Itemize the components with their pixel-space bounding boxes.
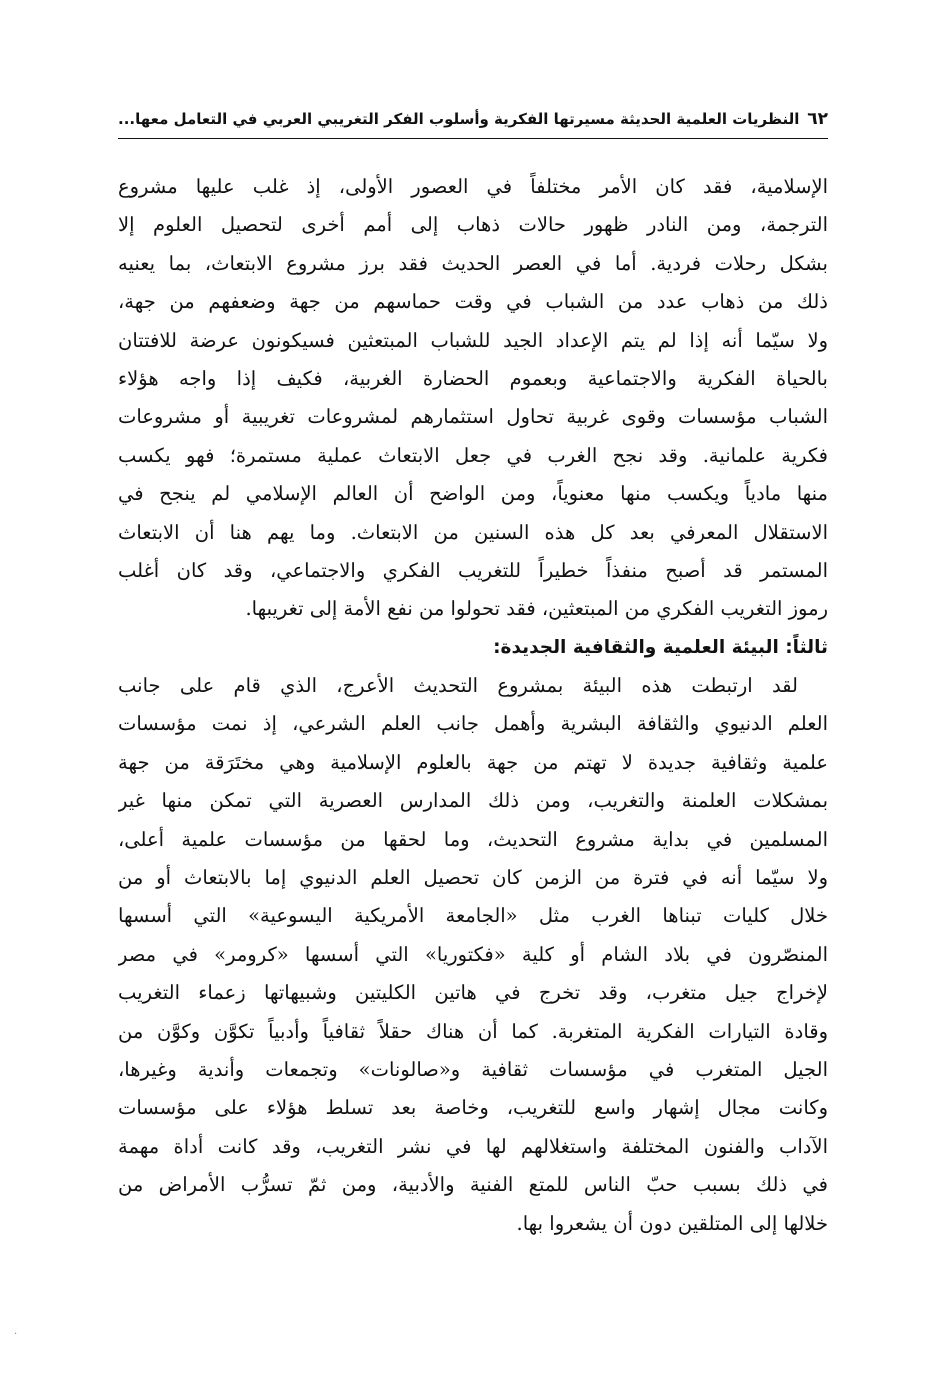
text-line: بمشكلات العلمنة والتغريب، ومن ذلك المدارس العصرية التي تمكن منها غير xyxy=(118,789,828,813)
text-line: المسلمين في بداية مشروع التحديث، وما لحقها من مؤسسات علمية أعلى، xyxy=(118,827,828,851)
text-line: رموز التغريب الفكري من المبتعثين، فقد تحولوا من نفع الأمة إلى تغريبها. xyxy=(245,597,828,621)
text-line: ولا سيّما أنه إذا لم يتم الإعداد الجيد للشباب المبتعثين فسيكونون عرضة للافتتان xyxy=(118,328,828,352)
text-line: فكرية علمانية. وقد نجح الغرب في جعل الابتعاث عملية مستمرة؛ فهو يكسب xyxy=(118,443,828,467)
text-line: في ذلك بسبب حبّ الناس للمتع الفنية والأدبية، ومن ثمّ تسرُّب الأمراض من xyxy=(118,1173,828,1197)
text-line: الاستقلال المعرفي بعد كل هذه السنين من الابتعاث. وما يهم هنا أن الابتعاث xyxy=(118,520,828,544)
running-header-title: النظريات العلمية الحديثة مسيرتها الفكرية وأسلوب الفكر التغريبي العربي في التعامل معها... xyxy=(118,110,800,128)
text-line: بالحياة الفكرية والاجتماعية وبعموم الحضارة الغربية، فكيف إذا واجه هؤلاء xyxy=(118,366,828,390)
running-header xyxy=(118,104,828,134)
text-line: بشكل رحلات فردية. أما في العصر الحديث فقد برز مشروع الابتعاث، بما يعنيه xyxy=(118,251,828,275)
text-line: منها مادياً ويكسب منها معنوياً، ومن الواضح أن العالم الإسلامي لم ينجح في xyxy=(118,482,828,506)
section-heading: ثالثاً: البيئة العلمية والثقافية الجديدة: xyxy=(493,636,828,658)
text-line: الشباب مؤسسات وقوى غربية تحاول استثمارهم لمشروعات تغريبية أو مشروعات xyxy=(118,405,828,429)
text-line: علمية وثقافية جديدة لا تهتم من جهة بالعلوم الإسلامية وهي مختَرَقة من جهة xyxy=(118,750,828,774)
text-line: الجيل المتغرب في مؤسسات ثقافية و«صالونات» وتجمعات وأندية وغيرها، xyxy=(118,1057,828,1081)
text-line: لإخراج جيل متغرب، وقد تخرج في هاتين الكليتين وشبيهاتها زعماء التغريب xyxy=(118,981,828,1005)
text-line: ولا سيّما أنه في فترة من الزمن كان تحصيل العلم الدنيوي إما بالابتعاث أو من xyxy=(118,866,828,890)
text-line: الترجمة، ومن النادر ظهور حالات ذهاب إلى أمم أخرى لتحصيل العلوم إلا xyxy=(118,213,828,237)
text-line: المنصّرون في بلاد الشام أو كلية «فكتوريا» التي أسسها «كرومر» في مصر xyxy=(118,942,828,966)
text-line: المستمر قد أصبح منفذاً خطيراً للتغريب الفكري والاجتماعي، وقد كان أغلب xyxy=(118,558,828,582)
text-line: وكانت مجال إشهار واسع للتغريب، وخاصة بعد تسلط هؤلاء على مؤسسات xyxy=(118,1096,828,1120)
text-line: ذلك من ذهاب عدد من الشباب في وقت حماسهم من جهة وضعفهم من جهة، xyxy=(118,290,828,314)
text-line: العلم الدنيوي والثقافة البشرية وأهمل جانب العلم الشرعي، إذ نمت مؤسسات xyxy=(118,712,828,736)
paragraph-section-three xyxy=(118,667,828,1243)
text-line: الإسلامية، فقد كان الأمر مختلفاً في العصور الأولى، إذ غلب عليها مشروع xyxy=(118,175,828,198)
header-divider xyxy=(118,138,828,139)
text-line: خلالها إلى المتلقين دون أن يشعروا بها. xyxy=(516,1211,828,1235)
paragraph-continued xyxy=(118,168,828,629)
scan-mark: · xyxy=(14,1329,18,1340)
page-number: ٦٢ xyxy=(807,109,828,129)
text-line: وقادة التيارات الفكرية المتغربة. كما أن هناك حقلاً ثقافياً وأدبياً تكوَّن وكوَّن من xyxy=(118,1019,828,1043)
text-line: خلال كليات تبناها الغرب مثل «الجامعة الأمريكية اليسوعية» التي أسسها xyxy=(118,904,828,928)
text-line: لقد ارتبطت هذه البيئة بمشروع التحديث الأعرج، الذي قام على جانب xyxy=(118,674,798,698)
body-text xyxy=(118,168,828,1243)
text-line: الآداب والفنون المختلفة واستغلالهم لها في نشر التغريب، وقد كانت أداة مهمة xyxy=(118,1134,828,1158)
